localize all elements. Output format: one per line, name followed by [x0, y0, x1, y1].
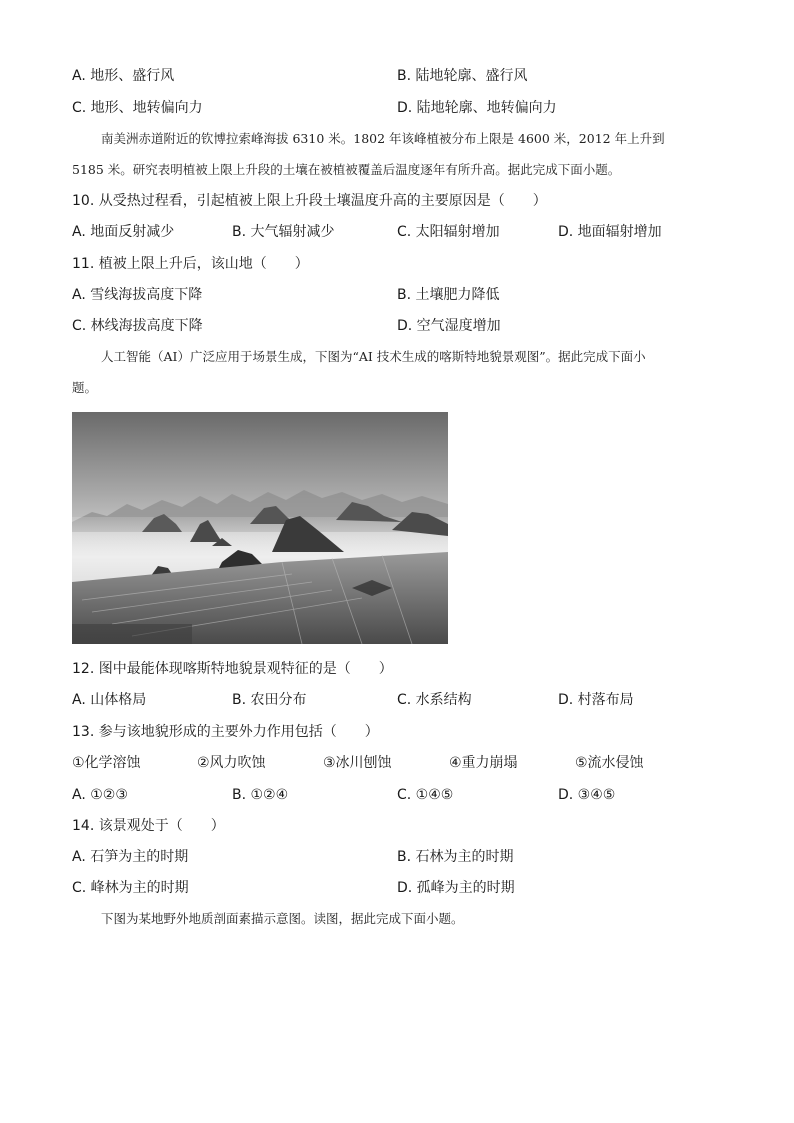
- q14-option-b: B. 石林为主的时期: [397, 849, 514, 865]
- q12-stem: 12. 图中最能体现喀斯特地貌景观特征的是（ ）: [72, 661, 393, 677]
- q14-stem: 14. 该景观处于（ ）: [72, 818, 225, 834]
- passage1-line1: 南美洲赤道附近的钦博拉索峰海拔 6310 米。1802 年该峰植被分布上限是 4600 米，2012 年上升到: [101, 131, 665, 146]
- q10-option-b: B. 大气辐射减少: [232, 224, 335, 240]
- q13-stem: 13. 参与该地貌形成的主要外力作用包括（ ）: [72, 724, 379, 740]
- q11-stem: 11. 植被上限上升后，该山地（ ）: [72, 256, 309, 272]
- q13-item-4: ④重力崩塌: [449, 755, 518, 771]
- q13-item-2: ②风力吹蚀: [197, 755, 266, 771]
- q10-stem: 10. 从受热过程看，引起植被上限上升段土壤温度升高的主要原因是（ ）: [72, 193, 547, 209]
- q9-option-a: A. 地形、盛行风: [72, 68, 175, 84]
- q10-option-a: A. 地面反射减少: [72, 224, 175, 240]
- q14-option-a: A. 石笋为主的时期: [72, 849, 189, 865]
- q11-option-c: C. 林线海拔高度下降: [72, 318, 203, 334]
- q13-item-5: ⑤流水侵蚀: [575, 755, 644, 771]
- karst-landscape-photo: [72, 412, 448, 644]
- q13-item-1: ①化学溶蚀: [72, 755, 141, 771]
- q12-option-b: B. 农田分布: [232, 692, 307, 708]
- q14-option-c: C. 峰林为主的时期: [72, 880, 189, 896]
- q9-option-c: C. 地形、地转偏向力: [72, 100, 203, 116]
- q13-option-b: B. ①②④: [232, 787, 289, 803]
- q13-item-3: ③冰川刨蚀: [323, 755, 392, 771]
- q12-option-d: D. 村落布局: [558, 692, 634, 708]
- q9-option-b: B. 陆地轮廓、盛行风: [397, 68, 528, 84]
- q13-option-d: D. ③④⑤: [558, 787, 616, 803]
- q10-option-d: D. 地面辐射增加: [558, 224, 662, 240]
- q12-option-c: C. 水系结构: [397, 692, 472, 708]
- q11-option-b: B. 土壤肥力降低: [397, 287, 500, 303]
- q11-option-a: A. 雪线海拔高度下降: [72, 287, 203, 303]
- passage1-line2: 5185 米。研究表明植被上限上升段的土壤在被植被覆盖后温度逐年有所升高。据此完成下面小题。: [72, 162, 621, 177]
- q12-option-a: A. 山体格局: [72, 692, 147, 708]
- q13-option-c: C. ①④⑤: [397, 787, 454, 803]
- passage3-line1: 下图为某地野外地质剖面素描示意图。读图，据此完成下面小题。: [101, 911, 464, 926]
- q9-option-d: D. 陆地轮廓、地转偏向力: [397, 100, 557, 116]
- passage2-line2: 题。: [72, 380, 98, 395]
- q11-option-d: D. 空气湿度增加: [397, 318, 501, 334]
- q14-option-d: D. 孤峰为主的时期: [397, 880, 515, 896]
- q10-option-c: C. 太阳辐射增加: [397, 224, 500, 240]
- passage2-line1: 人工智能（AI）广泛应用于场景生成，下图为“AI 技术生成的喀斯特地貌景观图”。据此完成下面小: [101, 349, 646, 364]
- q13-option-a: A. ①②③: [72, 787, 128, 803]
